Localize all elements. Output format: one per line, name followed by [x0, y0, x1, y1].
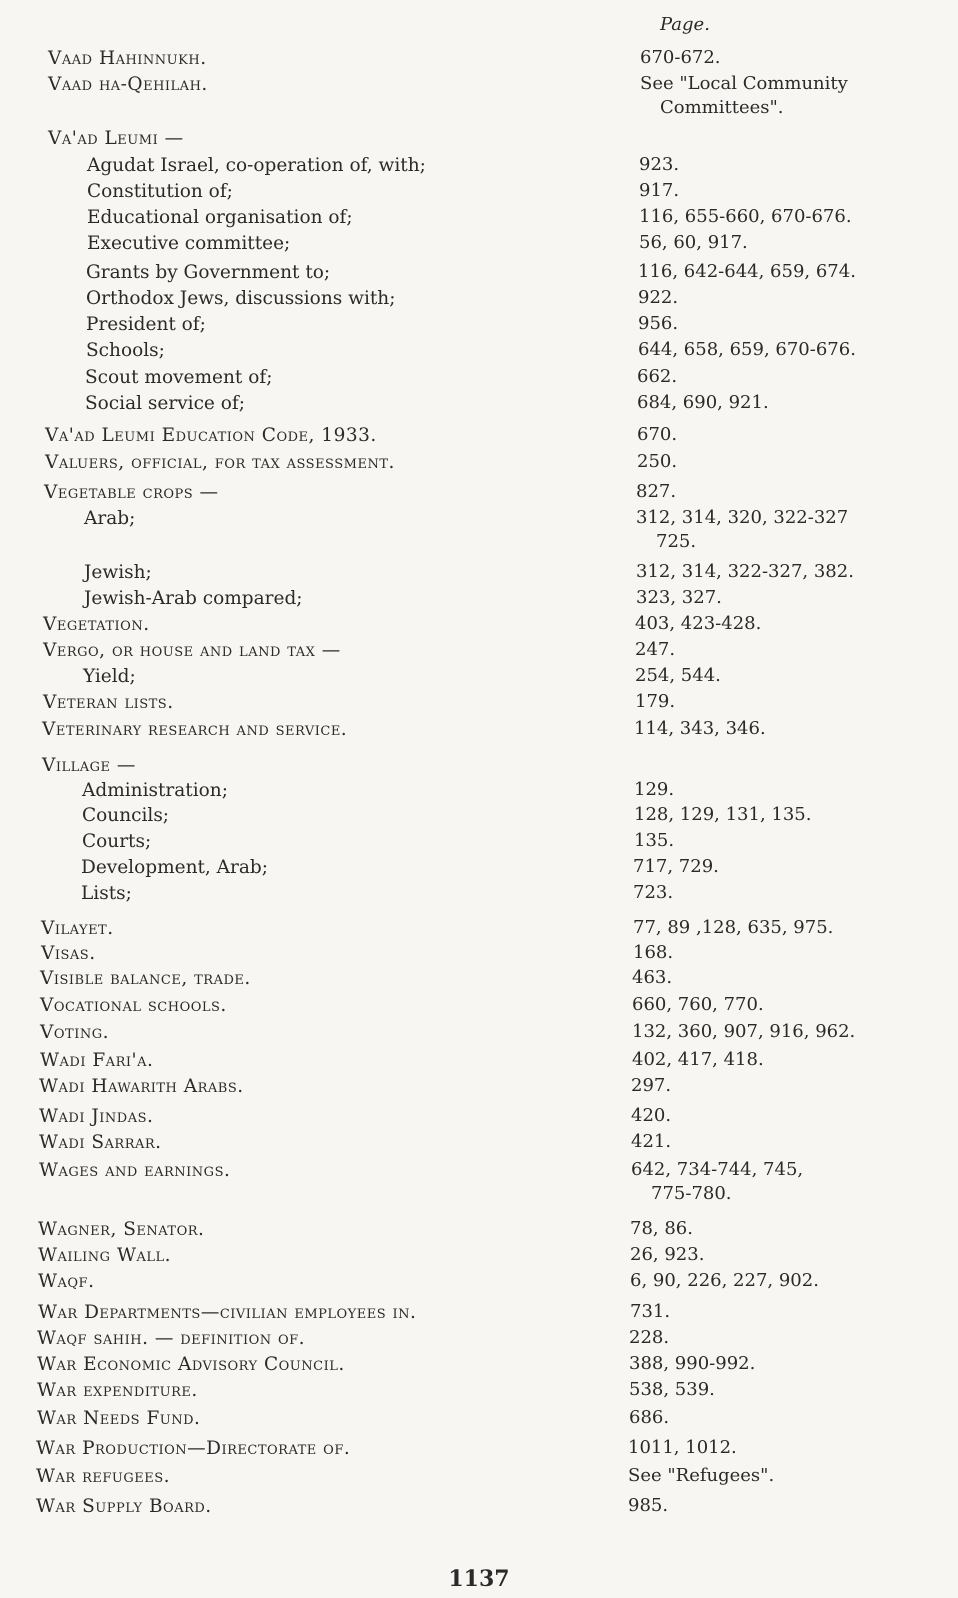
index-entry-term: Waqf.	[38, 1271, 95, 1292]
index-entry-term: Vaad ha-Qehilah.	[48, 74, 208, 95]
index-subentry-term: Orthodox Jews, discussions with;	[86, 288, 396, 309]
index-entry-term: Valuers, official, for tax assessment.	[45, 452, 395, 473]
index-entry-pages	[638, 286, 948, 310]
index-subentry-term: Councils;	[82, 805, 170, 826]
index-entry-pages	[628, 1436, 938, 1460]
index-subentry-term: Jewish-Arab compared;	[84, 588, 303, 609]
page-references: 254, 544.	[635, 665, 721, 686]
index-entry-pages	[638, 338, 948, 362]
page-references: 6, 90, 226, 227, 902.	[630, 1270, 819, 1291]
index-subentry-term: Administration;	[82, 780, 228, 801]
index-entry-pages	[635, 612, 945, 636]
index-entry-term: Vaad Hahinnukh.	[48, 48, 207, 69]
index-subentry-term: Executive committee;	[87, 233, 291, 254]
page-references: 723.	[633, 882, 674, 903]
index-entry-term: Wagner, Senator.	[38, 1219, 205, 1240]
index-entry-pages	[630, 1300, 940, 1324]
page-references: 917.	[639, 180, 680, 201]
page-references: 827.	[636, 481, 677, 502]
page-references: 323, 327.	[636, 587, 722, 608]
index-subentry-term: Courts;	[82, 831, 152, 852]
index-entry-term: War Production—Directorate of.	[36, 1438, 351, 1459]
page-references: 717, 729.	[633, 856, 719, 877]
index-entry-term: Vergo, or house and land tax —	[43, 640, 341, 661]
page-references: 135.	[634, 830, 675, 851]
page-references: 684, 690, 921.	[637, 392, 769, 413]
index-subentry-term: Arab;	[84, 508, 136, 529]
index-entry-pages	[636, 506, 946, 554]
page-references: 644, 658, 659, 670-676.	[638, 339, 856, 360]
index-entry-pages	[635, 638, 945, 662]
index-entry-pages	[640, 72, 950, 120]
index-entry-term: War Economic Advisory Council.	[37, 1354, 345, 1375]
page-references: 312, 314, 322-327, 382.	[636, 561, 854, 582]
index-entry-term: Wadi Jindas.	[39, 1106, 154, 1127]
index-entry-term: Voting.	[40, 1022, 109, 1043]
index-entry-pages	[639, 179, 949, 203]
index-entry-term: War Needs Fund.	[37, 1408, 201, 1429]
page-references: 78, 86.	[630, 1218, 693, 1239]
index-entry-pages	[639, 153, 949, 177]
index-entry-term: Veterinary research and service.	[42, 719, 348, 740]
page-references: 731.	[630, 1301, 671, 1322]
index-subentry-term: Yield;	[83, 666, 136, 687]
index-entry-pages	[638, 260, 948, 284]
index-entry-term: Wages and earnings.	[39, 1160, 231, 1181]
page-references: 26, 923.	[630, 1244, 705, 1265]
page-number: 1137	[448, 1566, 510, 1592]
index-entry-pages	[634, 717, 944, 741]
index-entry-term: Va'ad Leumi —	[48, 128, 184, 149]
index-subentry-term: Jewish;	[84, 562, 152, 583]
index-entry-term: Village —	[42, 755, 136, 776]
index-entry-pages	[635, 664, 945, 688]
page-references: 56, 60, 917.	[639, 232, 748, 253]
index-entry-pages	[631, 1074, 941, 1098]
index-subentry-term: Schools;	[86, 340, 165, 361]
index-entry-term: Wadi Fari'a.	[40, 1050, 154, 1071]
index-entry-pages	[637, 391, 947, 415]
page-references: 228.	[629, 1327, 670, 1348]
index-subentry-term: Lists;	[81, 883, 132, 904]
index-entry-pages	[630, 1243, 940, 1267]
index-entry-pages	[633, 916, 943, 940]
index-entry-pages	[636, 560, 946, 584]
index-entry-pages	[632, 993, 942, 1017]
page-references: See "Refugees".	[628, 1465, 775, 1486]
page-references: 463.	[632, 967, 673, 988]
page-references: 132, 360, 907, 916, 962.	[632, 1021, 856, 1042]
index-subentry-term: Social service of;	[85, 393, 245, 414]
index-entry-pages	[637, 365, 947, 389]
index-entry-term: Visible balance, trade.	[40, 968, 251, 989]
page-references-continued: Committees".	[660, 97, 784, 118]
index-entry-term: Wailing Wall.	[38, 1245, 171, 1266]
page-references: 403, 423-428.	[635, 613, 762, 634]
index-entry-term: War refugees.	[36, 1466, 170, 1487]
index-entry-term: Waqf sahih. — definition of.	[37, 1328, 306, 1349]
page-references: 420.	[631, 1105, 672, 1126]
index-entry-term: Vegetation.	[43, 614, 150, 635]
index-entry-pages	[639, 205, 949, 229]
index-entry-pages	[636, 480, 946, 504]
index-entry-pages	[640, 46, 950, 70]
index-entry-term: Wadi Hawarith Arabs.	[39, 1076, 244, 1097]
index-subentry-term: Educational organisation of;	[87, 207, 353, 228]
page-references: 642, 734-744, 745,	[631, 1159, 804, 1180]
index-entry-pages	[628, 1464, 938, 1488]
index-entry-pages	[629, 1378, 939, 1402]
page-references: 923.	[639, 154, 680, 175]
index-entry-term: War Departments—civilian employees in.	[38, 1302, 417, 1323]
index-entry-term: War expenditure.	[37, 1380, 198, 1401]
index-entry-pages	[639, 231, 949, 255]
index-entry-pages	[630, 1269, 940, 1293]
index-entry-term: Va'ad Leumi Education Code, 1933.	[45, 425, 377, 446]
index-subentry-term: President of;	[86, 314, 206, 335]
page-references: 922.	[638, 287, 679, 308]
index-entry-pages	[634, 778, 944, 802]
index-entry-pages	[633, 941, 943, 965]
index-entry-pages	[635, 690, 945, 714]
page-references: 77, 89 ,128, 635, 975.	[633, 917, 834, 938]
index-entry-term: Wadi Sarrar.	[39, 1132, 162, 1153]
index-entry-term: War Supply Board.	[36, 1496, 212, 1517]
index-entry-pages	[630, 1217, 940, 1241]
page-references: 662.	[637, 366, 678, 387]
page-references: 179.	[635, 691, 676, 712]
page-references: 312, 314, 320, 322-327	[636, 507, 849, 528]
index-entry-term: Visas.	[41, 943, 96, 964]
page-references: 538, 539.	[629, 1379, 715, 1400]
index-entry-term: Vocational schools.	[40, 995, 227, 1016]
page-references: 116, 655-660, 670-676.	[639, 206, 852, 227]
page-references: 247.	[635, 639, 676, 660]
page-references: 128, 129, 131, 135.	[634, 804, 812, 825]
index-entry-pages	[632, 966, 942, 990]
index-subentry-term: Constitution of;	[87, 181, 233, 202]
index-entry-pages	[631, 1104, 941, 1128]
index-entry-pages	[636, 586, 946, 610]
page-references: 168.	[633, 942, 674, 963]
index-subentry-term: Grants by Government to;	[86, 262, 331, 283]
index-entry-pages	[629, 1406, 939, 1430]
page-references: 129.	[634, 779, 675, 800]
page-references: 297.	[631, 1075, 672, 1096]
page-references: 388, 990-992.	[629, 1353, 756, 1374]
index-entry-pages	[637, 450, 947, 474]
page-references: 1011, 1012.	[628, 1437, 737, 1458]
index-subentry-term: Agudat Israel, co-operation of, with;	[87, 155, 426, 176]
index-entry-term: Vilayet.	[41, 918, 114, 939]
page-references: 250.	[637, 451, 678, 472]
index-entry-pages	[633, 855, 943, 879]
page-references: 956.	[638, 313, 679, 334]
page-references: 985.	[628, 1495, 669, 1516]
page-references: 421.	[631, 1131, 672, 1152]
index-entry-pages	[637, 423, 947, 447]
page-references-continued: 775-780.	[651, 1183, 732, 1204]
index-entry-pages	[631, 1130, 941, 1154]
index-subentry-term: Scout movement of;	[85, 367, 273, 388]
index-entry-pages	[628, 1494, 938, 1518]
index-entry-pages	[632, 1020, 942, 1044]
index-entry-term: Veteran lists.	[43, 692, 174, 713]
index-entry-pages	[631, 1158, 941, 1206]
page-references: 670.	[637, 424, 678, 445]
index-entry-pages	[633, 881, 943, 905]
page-references: 114, 343, 346.	[634, 718, 766, 739]
index-entry-term: Vegetable crops —	[44, 482, 219, 503]
index-entry-pages	[634, 829, 944, 853]
index-subentry-term: Development, Arab;	[81, 857, 268, 878]
page-references: 686.	[629, 1407, 670, 1428]
page-column-header: Page.	[660, 14, 710, 35]
page-references: 402, 417, 418.	[632, 1049, 764, 1070]
index-entry-pages	[634, 803, 944, 827]
page-references: 660, 760, 770.	[632, 994, 764, 1015]
page-references: 116, 642-644, 659, 674.	[638, 261, 856, 282]
page-references: 670-672.	[640, 47, 721, 68]
index-entry-pages	[638, 312, 948, 336]
index-entry-pages	[629, 1326, 939, 1350]
index-entry-pages	[629, 1352, 939, 1376]
page-references-continued: 725.	[656, 531, 697, 552]
index-entry-pages	[632, 1048, 942, 1072]
page-references: See "Local Community	[640, 73, 848, 94]
